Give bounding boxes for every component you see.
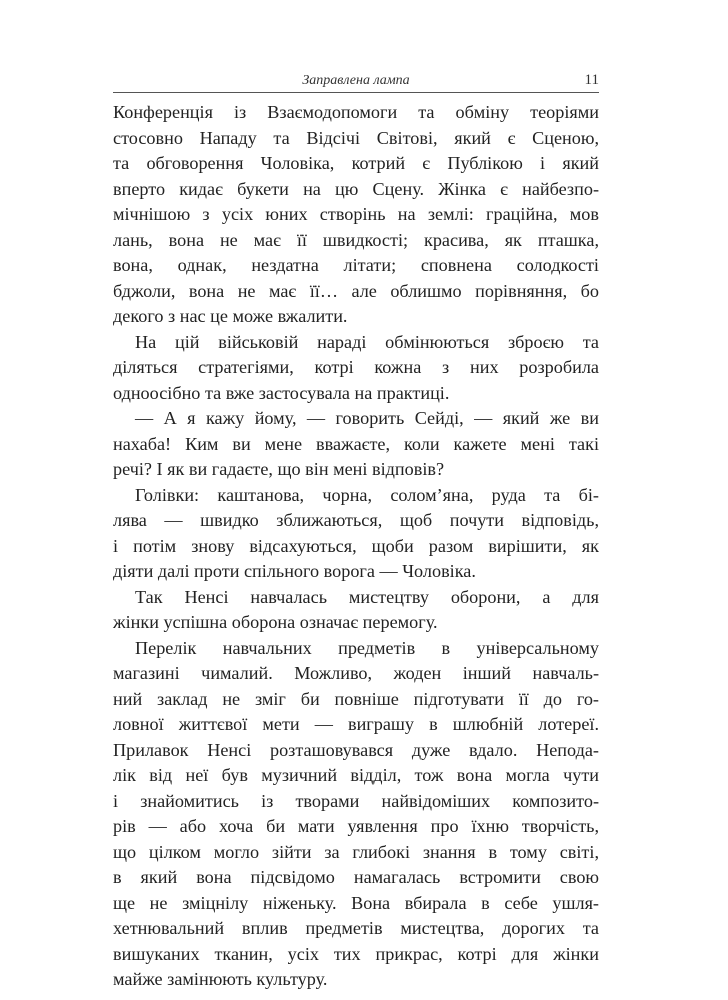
text-line: нахаба! Ким ви мене вважаєте, коли кажете мені такі — [113, 433, 599, 454]
text-line: ще не зміцнілу ніженьку. Вона вбирала в себе ушля- — [113, 892, 599, 913]
text-line: вишуканих тканин, усіх тих прикрас, котрі для жінки — [113, 943, 599, 964]
text-line: лань, вона не має її швидкості; красива, як пташка, — [113, 229, 599, 250]
text-line: що цілком могло зійти за глибокі знання в тому світі, — [113, 841, 599, 862]
text-line: майже замінюють культуру. — [113, 969, 328, 989]
body-text — [113, 100, 599, 993]
page-number: 11 — [584, 72, 599, 88]
text-line: жінки успішна оборона означає перемогу. — [113, 612, 438, 632]
text-line: та обговорення Чоловіка, котрий є Публікою і який — [113, 153, 599, 173]
text-line: вперто кидає букети на цю Сцену. Жінка є найбезпо- — [113, 178, 599, 199]
text-line: Перелік навчальних предметів в універсальному — [135, 637, 599, 658]
text-line: мічнішою з усіх юних створінь на землі: граційна, мов — [113, 204, 599, 224]
text-line: декого з нас це може вжалити. — [113, 306, 348, 326]
text-line: — А я кажу йому, — говорить Сейді, — який же ви — [135, 408, 599, 428]
text-line: і потім знову відсахуються, щоби разом вирішити, як — [113, 535, 599, 556]
text-line: в який вона підсвідомо намагалась встромити свою — [113, 867, 599, 887]
text-line: стосовно Нападу та Відсічі Світові, який є Сценою, — [113, 127, 599, 148]
text-line: діяти далі проти спільного ворога — Чоловіка. — [113, 561, 476, 581]
text-line: лява — швидко зближаються, щоб почути відповідь, — [113, 510, 599, 530]
text-line: ний заклад не зміг би повніше підготувати її до го- — [113, 688, 599, 709]
text-line: рів — або хоча би мати уявлення про їхню творчість, — [113, 816, 599, 836]
text-line: одноосібно та вже застосувала на практиці. — [113, 382, 450, 403]
text-line: Прилавок Ненсі розташовувався дуже вдало. Непода- — [113, 739, 599, 760]
text-line: На цій військовій нараді обмінюються зброєю та — [135, 331, 599, 352]
running-head — [113, 70, 599, 93]
text-line: лік від неї був музичний відділ, тож вона могла чути — [113, 765, 599, 785]
text-line: речі? І як ви гадаєте, що він мені відповів? — [113, 459, 445, 479]
text-line: діляться стратегіями, котрі кожна з них розробила — [113, 357, 599, 377]
text-line: ловної життєвої мети — виграшу в шлюбній лотереї. — [113, 714, 599, 734]
text-line: вона, однак, нездатна літати; сповнена солодкості — [113, 255, 599, 275]
text-line: хетнювальний вплив предметів мистецтва, дорогих та — [113, 918, 599, 938]
text-line: бджоли, вона не має її… але облишмо порівняння, бо — [113, 280, 599, 301]
running-title: Заправлена лампа — [302, 73, 410, 88]
text-line: магазині чималий. Можливо, жоден інший навчаль- — [113, 663, 599, 683]
text-line: і знайомитись із творами найвідоміших композито- — [113, 790, 599, 811]
text-line: Так Ненсі навчалась мистецтву оборони, а для — [135, 586, 599, 607]
text-line: Голівки: каштанова, чорна, солом’яна, руда та бі- — [135, 484, 599, 505]
text-line: Конференція із Взаємодопомоги та обміну теоріями — [113, 102, 599, 122]
